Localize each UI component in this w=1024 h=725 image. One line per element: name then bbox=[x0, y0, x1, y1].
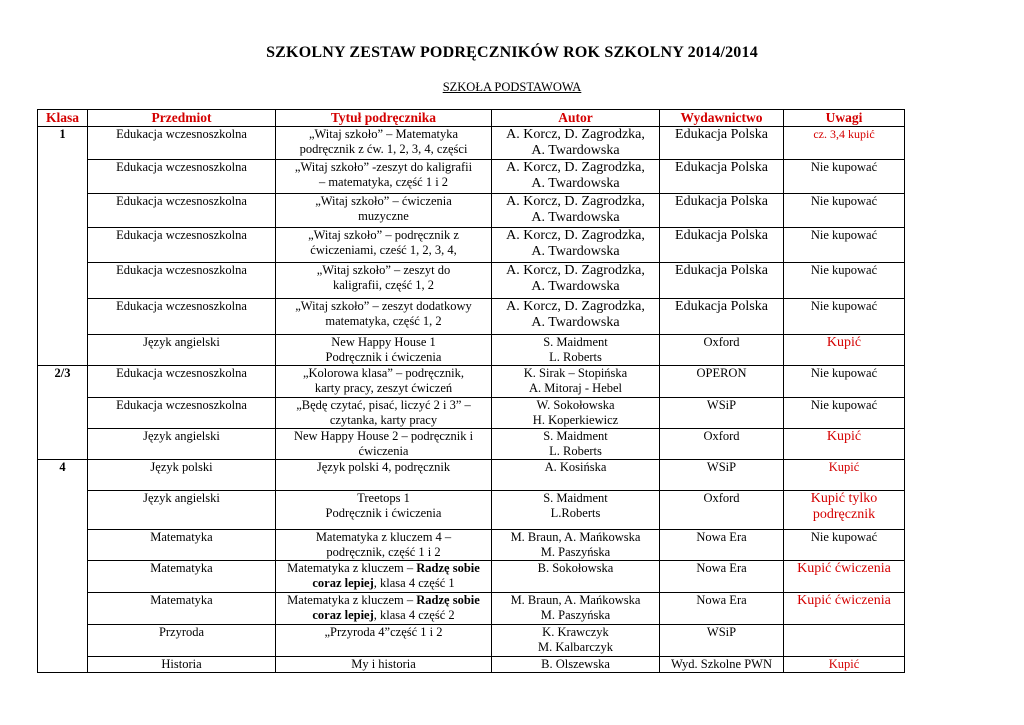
tytul-line: „Witaj szkoło” -zeszyt do kaligrafii bbox=[294, 160, 473, 174]
autor-cell bbox=[492, 460, 660, 491]
tytul-cell bbox=[276, 491, 492, 530]
tytul-line: Podręcznik i ćwiczenia bbox=[325, 506, 442, 520]
tytul-part-bold: Radzę sobie coraz lepiej bbox=[312, 593, 480, 622]
autor-line: M. Paszyńska bbox=[540, 545, 611, 559]
wydawnictwo-cell: Wyd. Szkolne PWN bbox=[660, 657, 784, 673]
table-row bbox=[38, 263, 905, 299]
tytul-line: karty pracy, zeszyt ćwiczeń bbox=[314, 381, 453, 395]
wydawnictwo-cell: WSiP bbox=[660, 460, 784, 491]
klasa-cell: 1 bbox=[38, 127, 88, 366]
tytul-part-pre: Matematyka z kluczem – bbox=[287, 593, 417, 607]
tytul-cell bbox=[276, 299, 492, 335]
autor-line: A. Twardowska bbox=[531, 176, 620, 191]
header-przedmiot: Przedmiot bbox=[88, 110, 276, 127]
przedmiot-cell: Edukacja wczesnoszkolna bbox=[88, 228, 276, 263]
autor-cell bbox=[492, 398, 660, 429]
autor-line: L.Roberts bbox=[550, 506, 601, 520]
uwagi-cell: cz. 3,4 kupić bbox=[784, 127, 905, 160]
tytul-cell bbox=[276, 160, 492, 194]
autor-cell bbox=[492, 194, 660, 228]
table-row bbox=[38, 625, 905, 657]
tytul-line: – matematyka, część 1 i 2 bbox=[318, 175, 449, 189]
tytul-part-post: , klasa 4 część 1 bbox=[373, 576, 455, 590]
autor-line: L. Roberts bbox=[549, 350, 602, 364]
uwagi-cell: Nie kupować bbox=[784, 299, 905, 335]
autor-cell bbox=[492, 593, 660, 625]
table-row bbox=[38, 194, 905, 228]
tytul-cell bbox=[276, 625, 492, 657]
przedmiot-cell: Język angielski bbox=[88, 491, 276, 530]
table-row bbox=[38, 657, 905, 673]
tytul-cell bbox=[276, 127, 492, 160]
autor-line: A. Korcz, D. Zagrodzka, bbox=[506, 299, 645, 314]
uwagi-cell: Nie kupować bbox=[784, 398, 905, 429]
wydawnictwo-cell: WSiP bbox=[660, 398, 784, 429]
przedmiot-cell: Edukacja wczesnoszkolna bbox=[88, 160, 276, 194]
autor-line: A. Korcz, D. Zagrodzka, bbox=[506, 228, 645, 243]
tytul-line: „Witaj szkoło” – zeszyt do bbox=[316, 263, 451, 277]
wydawnictwo-cell: OPERON bbox=[660, 366, 784, 398]
autor-line: A. Twardowska bbox=[531, 210, 620, 225]
tytul-line: „Będę czytać, pisać, liczyć 2 i 3” – bbox=[296, 398, 471, 412]
autor-line: A. Kosińska bbox=[544, 460, 607, 474]
autor-line: K. Sirak – Stopińska bbox=[523, 366, 628, 380]
uwagi-cell: Kupić tylko podręcznik bbox=[784, 491, 905, 530]
table-header-row bbox=[38, 110, 905, 127]
uwagi-cell: Kupić bbox=[784, 429, 905, 460]
document-subtitle: SZKOŁA PODSTAWOWA bbox=[442, 80, 582, 94]
tytul-line: My i historia bbox=[351, 657, 416, 671]
autor-cell bbox=[492, 335, 660, 366]
tytul-line: „Witaj szkoło” – ćwiczenia bbox=[315, 194, 452, 208]
textbook-table bbox=[37, 109, 905, 673]
tytul-cell bbox=[276, 398, 492, 429]
table-body bbox=[38, 127, 905, 673]
document-title: SZKOLNY ZESTAW PODRĘCZNIKÓW ROK SZKOLNY 2014/2014 bbox=[266, 44, 758, 61]
tytul-part-bold: Radzę sobie coraz lepiej bbox=[312, 561, 480, 590]
uwagi-cell: Nie kupować bbox=[784, 530, 905, 561]
autor-line: A. Korcz, D. Zagrodzka, bbox=[506, 127, 645, 142]
tytul-line: kaligrafii, część 1, 2 bbox=[333, 278, 434, 292]
autor-cell bbox=[492, 160, 660, 194]
wydawnictwo-cell: Edukacja Polska bbox=[660, 299, 784, 335]
tytul-line: „Witaj szkoło” – podręcznik z bbox=[308, 228, 459, 242]
autor-line: A. Korcz, D. Zagrodzka, bbox=[506, 160, 645, 175]
autor-line: A. Korcz, D. Zagrodzka, bbox=[506, 194, 645, 209]
wydawnictwo-cell: Oxford bbox=[660, 335, 784, 366]
autor-line: B. Olszewska bbox=[541, 657, 610, 671]
autor-line: S. Maidment bbox=[543, 335, 608, 349]
autor-cell bbox=[492, 263, 660, 299]
autor-line: A. Twardowska bbox=[531, 244, 620, 259]
table-row bbox=[38, 530, 905, 561]
uwagi-cell: Nie kupować bbox=[784, 228, 905, 263]
przedmiot-cell: Edukacja wczesnoszkolna bbox=[88, 398, 276, 429]
autor-line: A. Twardowska bbox=[531, 279, 620, 294]
autor-line: M. Kalbarczyk bbox=[538, 640, 613, 654]
autor-cell bbox=[492, 625, 660, 657]
tytul-line: New Happy House 2 – podręcznik i bbox=[293, 429, 474, 443]
autor-cell bbox=[492, 561, 660, 593]
tytul-line: podręcznik, część 1 i 2 bbox=[326, 545, 441, 559]
tytul-cell bbox=[276, 263, 492, 299]
autor-line: A. Twardowska bbox=[531, 143, 620, 158]
przedmiot-cell: Edukacja wczesnoszkolna bbox=[88, 263, 276, 299]
header-wydawnictwo: Wydawnictwo bbox=[660, 110, 784, 127]
tytul-cell bbox=[276, 366, 492, 398]
table-row bbox=[38, 228, 905, 263]
przedmiot-cell: Historia bbox=[88, 657, 276, 673]
table-row bbox=[38, 429, 905, 460]
uwagi-cell: Kupić bbox=[784, 460, 905, 491]
tytul-line: „Witaj szkoło” – Matematyka bbox=[308, 127, 459, 141]
wydawnictwo-cell: WSiP bbox=[660, 625, 784, 657]
autor-line: S. Maidment bbox=[543, 491, 608, 505]
autor-cell bbox=[492, 491, 660, 530]
tytul-cell bbox=[276, 657, 492, 673]
wydawnictwo-cell: Edukacja Polska bbox=[660, 127, 784, 160]
wydawnictwo-cell: Edukacja Polska bbox=[660, 263, 784, 299]
uwagi-cell: Kupić bbox=[784, 657, 905, 673]
uwagi-cell: Nie kupować bbox=[784, 160, 905, 194]
autor-line: B. Sokołowska bbox=[537, 561, 614, 575]
wydawnictwo-cell: Edukacja Polska bbox=[660, 228, 784, 263]
header-autor: Autor bbox=[492, 110, 660, 127]
autor-cell bbox=[492, 127, 660, 160]
przedmiot-cell: Matematyka bbox=[88, 530, 276, 561]
autor-line: M. Braun, A. Mańkowska bbox=[510, 530, 641, 544]
tytul-line: Język polski 4, podręcznik bbox=[316, 460, 451, 474]
wydawnictwo-cell: Nowa Era bbox=[660, 561, 784, 593]
tytul-cell bbox=[276, 561, 492, 593]
uwagi-cell: Kupić bbox=[784, 335, 905, 366]
table-row bbox=[38, 398, 905, 429]
tytul-line: podręcznik z ćw. 1, 2, 3, 4, części bbox=[299, 142, 468, 156]
autor-line: H. Koperkiewicz bbox=[532, 413, 619, 427]
tytul-cell bbox=[276, 335, 492, 366]
przedmiot-cell: Matematyka bbox=[88, 561, 276, 593]
table-row bbox=[38, 366, 905, 398]
autor-line: S. Maidment bbox=[543, 429, 608, 443]
tytul-line: „Witaj szkoło” – zeszyt dodatkowy bbox=[295, 299, 472, 313]
tytul-line: Treetops 1 bbox=[357, 491, 410, 505]
tytul-cell bbox=[276, 194, 492, 228]
header-klasa: Klasa bbox=[38, 110, 88, 127]
tytul-line: „Przyroda 4”część 1 i 2 bbox=[324, 625, 443, 639]
autor-cell bbox=[492, 299, 660, 335]
przedmiot-cell: Edukacja wczesnoszkolna bbox=[88, 127, 276, 160]
tytul-line: ćwiczeniami, cześć 1, 2, 3, 4, bbox=[310, 243, 457, 257]
wydawnictwo-cell: Nowa Era bbox=[660, 593, 784, 625]
wydawnictwo-cell: Edukacja Polska bbox=[660, 194, 784, 228]
autor-line: M. Paszyńska bbox=[540, 608, 611, 622]
table-row bbox=[38, 335, 905, 366]
autor-line: W. Sokołowska bbox=[536, 398, 615, 412]
przedmiot-cell: Edukacja wczesnoszkolna bbox=[88, 299, 276, 335]
klasa-cell: 2/3 bbox=[38, 366, 88, 460]
autor-cell bbox=[492, 429, 660, 460]
tytul-cell bbox=[276, 429, 492, 460]
autor-line: M. Braun, A. Mańkowska bbox=[510, 593, 641, 607]
tytul-cell bbox=[276, 460, 492, 491]
przedmiot-cell: Matematyka bbox=[88, 593, 276, 625]
autor-cell bbox=[492, 530, 660, 561]
przedmiot-cell: Edukacja wczesnoszkolna bbox=[88, 366, 276, 398]
tytul-line: Matematyka z kluczem 4 – bbox=[315, 530, 452, 544]
tytul-line: New Happy House 1 bbox=[331, 335, 436, 349]
tytul-cell bbox=[276, 593, 492, 625]
table-row bbox=[38, 127, 905, 160]
wydawnictwo-cell: Oxford bbox=[660, 491, 784, 530]
table-row bbox=[38, 460, 905, 491]
autor-cell bbox=[492, 366, 660, 398]
tytul-line: czytanka, karty pracy bbox=[329, 413, 438, 427]
przedmiot-cell: Język angielski bbox=[88, 335, 276, 366]
przedmiot-cell: Język polski bbox=[88, 460, 276, 491]
przedmiot-cell: Język angielski bbox=[88, 429, 276, 460]
tytul-part-pre: Matematyka z kluczem – bbox=[287, 561, 417, 575]
tytul-cell bbox=[276, 228, 492, 263]
tytul-cell bbox=[276, 530, 492, 561]
wydawnictwo-cell: Nowa Era bbox=[660, 530, 784, 561]
autor-cell bbox=[492, 657, 660, 673]
tytul-line: Podręcznik i ćwiczenia bbox=[325, 350, 442, 364]
uwagi-cell: Nie kupować bbox=[784, 263, 905, 299]
autor-line: K. Krawczyk bbox=[542, 625, 609, 639]
wydawnictwo-cell: Edukacja Polska bbox=[660, 160, 784, 194]
uwagi-cell: Nie kupować bbox=[784, 194, 905, 228]
tytul-line: muzyczne bbox=[358, 209, 409, 223]
table-row bbox=[38, 491, 905, 530]
autor-line: A. Twardowska bbox=[531, 315, 620, 330]
table-row bbox=[38, 160, 905, 194]
autor-line: L. Roberts bbox=[549, 444, 602, 458]
klasa-cell: 4 bbox=[38, 460, 88, 673]
przedmiot-cell: Edukacja wczesnoszkolna bbox=[88, 194, 276, 228]
przedmiot-cell: Przyroda bbox=[88, 625, 276, 657]
uwagi-cell: Kupić ćwiczenia bbox=[784, 593, 905, 625]
table-row bbox=[38, 561, 905, 593]
wydawnictwo-cell: Oxford bbox=[660, 429, 784, 460]
tytul-line: ćwiczenia bbox=[358, 444, 409, 458]
uwagi-cell bbox=[784, 625, 905, 657]
tytul-line: „Kolorowa klasa” – podręcznik, bbox=[302, 366, 465, 380]
tytul-line: matematyka, część 1, 2 bbox=[325, 314, 442, 328]
header-uwagi: Uwagi bbox=[784, 110, 905, 127]
uwagi-cell: Kupić ćwiczenia bbox=[784, 561, 905, 593]
autor-cell bbox=[492, 228, 660, 263]
header-tytul: Tytuł podręcznika bbox=[276, 110, 492, 127]
uwagi-cell: Nie kupować bbox=[784, 366, 905, 398]
autor-line: A. Mitoraj - Hebel bbox=[528, 381, 623, 395]
tytul-part-post: , klasa 4 część 2 bbox=[373, 608, 455, 622]
autor-line: A. Korcz, D. Zagrodzka, bbox=[506, 263, 645, 278]
table-row bbox=[38, 299, 905, 335]
table-row bbox=[38, 593, 905, 625]
